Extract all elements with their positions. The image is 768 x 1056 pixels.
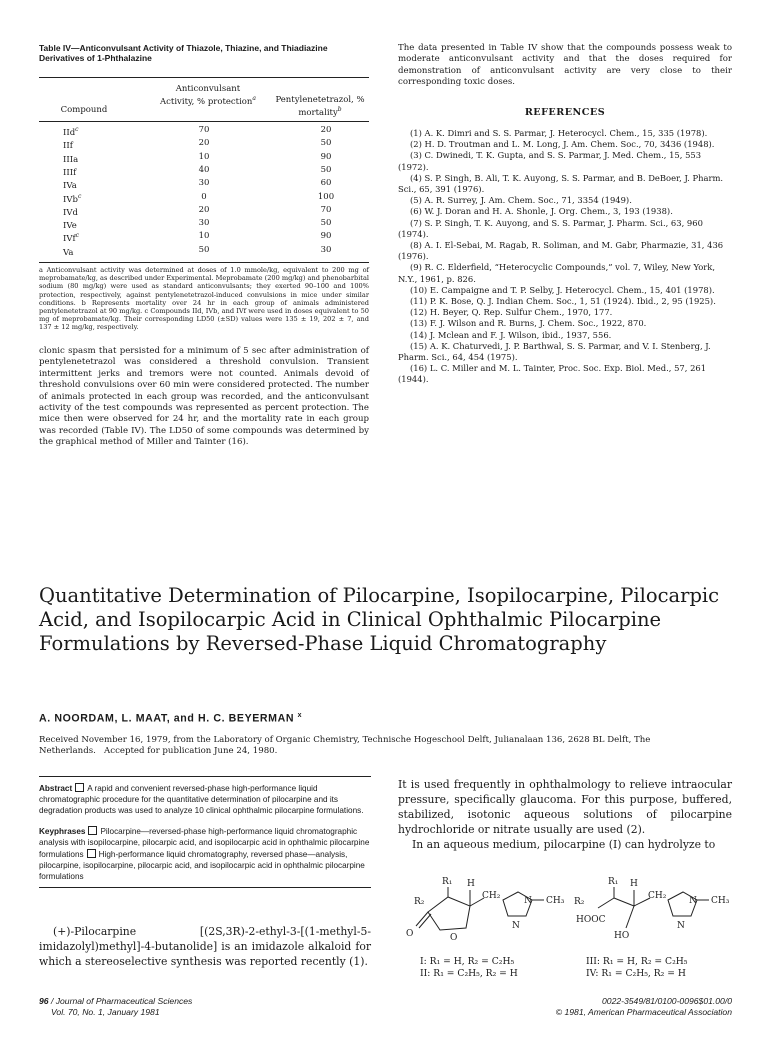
reference-item: (12) H. Beyer, Q. Rep. Sulfur Chem., 1970, 177. bbox=[410, 307, 613, 318]
cell-compound-mark: c bbox=[77, 192, 82, 200]
square-bullet-icon bbox=[88, 826, 97, 835]
acid-bond bbox=[598, 898, 614, 908]
cell-mortality: 20 bbox=[320, 125, 332, 135]
reference-item: (10) E. Campaigne and T. P. Selby, J. Heterocycl. Chem., 15, 401 (1978). bbox=[410, 284, 715, 295]
cell-compound: Va bbox=[63, 247, 74, 258]
cell-activity: 30 bbox=[198, 218, 210, 229]
chain-bond bbox=[626, 906, 634, 928]
label-n-left: N bbox=[524, 896, 532, 906]
label-n-left-bottom: N bbox=[512, 921, 520, 931]
cell-activity: 20 bbox=[198, 138, 210, 149]
abstract-box bbox=[39, 776, 371, 888]
article-title: Quantitative Determination of Pilocarpine, Isopilocarpine, Pilocarpic Acid, and Isopilocarpic Acid in Clinical Ophthalmic Pilocarpine Formulations by Reversed-Phase Liquid Chromatography bbox=[39, 584, 720, 655]
cell-compound: IIIa bbox=[63, 154, 79, 165]
table-header-activity: Anticonvulsant Activity, % protection$^a$ bbox=[160, 84, 256, 107]
reference-item: (9) R. C. Elderfield, “Heterocyclic Compounds,” vol. 7, Wiley, New York, N.Y., 1961, p. 826. bbox=[398, 262, 716, 284]
cell-compound-wrap bbox=[63, 138, 103, 151]
reference-item: (4) S. P. Singh, B. Ali, T. K. Auyong, S. S. Parmar, and B. DeBoer, J. Pharm. Sci., 65, 391 (1976). bbox=[398, 172, 724, 195]
table-title: Table IV—Anticonvulsant Activity of Thiazole, Thiazine, and Thiadiazine Derivatives of 1-Phthalazine bbox=[39, 43, 328, 63]
cell-compound-mark: c bbox=[75, 126, 79, 133]
cell-compound-wrap bbox=[63, 192, 103, 205]
page-number: 96 bbox=[39, 996, 49, 1006]
lactone-ring bbox=[428, 897, 470, 930]
reference-item: (14) J. Mclean and F. J. Wilson, ibid., 1937, 556. bbox=[410, 329, 612, 340]
cell-compound-wrap bbox=[63, 231, 103, 244]
cell-activity: 0 bbox=[201, 191, 207, 202]
square-bullet-icon bbox=[75, 783, 84, 792]
discussion-text: The data presented in Table IV show that the compounds possess weak to moderate anticonvulsant activity and that the doses required for demonstration of anticonvulsant activity are very close to their corresponding toxic doses. bbox=[398, 43, 732, 88]
cell-mortality: 70 bbox=[320, 204, 332, 215]
reference-item: (15) A. K. Chaturvedi, J. P. Barthwal, S. S. Parmar, and V. I. Stenberg, J. Pharm. Sci., 64, 454 (1975). bbox=[398, 340, 711, 363]
cell-compound: IVb bbox=[63, 194, 78, 205]
journal-volume: Vol. 70, No. 1, January 1981 bbox=[51, 1007, 160, 1017]
chain-bond bbox=[614, 898, 634, 906]
table-footnote: a Anticonvulsant activity was determined at doses of 1.0 mmole/kg, equivalent to 200 mg of meprobamate/kg, as described under Experimental. Meprobamate (200 mg/kg) and phenobarbital sodium (80 mg/kg) were used as standard anticonvulsants; they exerted 90–100 and 100% protection, respectively, against pentylenetetrazol-induced convulsions in mice under similar conditions. b Represents mortality over 24 hr in each group of animals administered pentylenetetrazol at 90 mg/kg. c Compounds IId, IVb, and IVf were used in doses equivalent to 50 mg of meprobamate/kg. Their corresponding LD50 (±SD) values were 135 ± 19, 202 ± 7, and 137 ± 12 mg/kg, respectively. bbox=[39, 266, 369, 332]
reference-item: (7) S. P. Singh, T. K. Auyong, and S. S. Parmar, J. Pharm. Sci., 63, 960 (1974). bbox=[398, 217, 703, 239]
label-ho: HO bbox=[614, 931, 630, 941]
label-n-right-bottom: N bbox=[677, 921, 685, 931]
cell-compound: IVe bbox=[63, 220, 77, 231]
structure-caption-4: IV: R₁ = C₂H₅, R₂ = H bbox=[586, 968, 686, 979]
cell-activity: 70 bbox=[198, 125, 210, 135]
label-h-left: H bbox=[467, 879, 475, 889]
table-row bbox=[39, 204, 369, 218]
keyphrases-paragraph: Keyphrases Pilocarpine—reversed-phase high-performance liquid chromatographic analysis with isopilocarpine, pilocarpic acid, and isopilocarpic acid in ophthalmic pilocarpine formulations High-performance liquid chromatography, reversed phase—analysis, pilocarpine, isopilocarpine, pilocarpic acid, and isopilocarpic acid in ophthalmic pilocarpine formulations bbox=[39, 827, 370, 881]
table-bottom-rule bbox=[39, 262, 369, 263]
cell-mortality: 100 bbox=[317, 191, 335, 202]
cell-compound-wrap bbox=[63, 165, 103, 178]
label-r2-left: R₂ bbox=[414, 897, 425, 907]
footer-right bbox=[520, 996, 732, 1018]
table-row bbox=[39, 125, 369, 138]
table-row bbox=[39, 151, 369, 165]
structure-caption-1: I: R₁ = H, R₂ = C₂H₅ bbox=[420, 956, 515, 967]
intro-right-text: It is used frequently in ophthalmology to relieve intraocular pressure, specifically glaucoma. For this purpose, buffered, stabilized, isotonic aqueous solutions of pilocarpine hydrochloride or nitrate usually are used (2). In an aqueous medium, pilocarpine (I) can hydrolyze to bbox=[398, 778, 732, 851]
article-code: 0022-3549/81/0100-0096$01.00/0 bbox=[602, 996, 732, 1006]
table-top-rule bbox=[39, 77, 369, 78]
label-ch2-left: CH₂ bbox=[482, 891, 501, 901]
table-row bbox=[39, 164, 369, 178]
cell-compound: IIIf bbox=[63, 167, 77, 178]
cell-activity: 10 bbox=[198, 231, 210, 242]
cell-activity: 30 bbox=[198, 178, 210, 189]
cell-compound-wrap bbox=[63, 125, 103, 138]
left-column-text: clonic spasm that persisted for a minimum of 5 sec after administration of pentylenetetrazol was considered a threshold convulsion. Transient intermittent jerks and tremors were not counted. Animals devoid of threshold convulsions over 60 min were considered protected. The number of animals protected in each group was recorded, and the anticonvulsant activity of the test compounds was represented as percent protection. The mice then were observed for 24 hr, and the mortality rate in each group was recorded (Table IV). The LD50 of some compounds was determined by the graphical method of Miller and Tainter (16). bbox=[39, 346, 369, 448]
cell-activity: 40 bbox=[198, 164, 210, 175]
reference-item: (2) H. D. Troutman and L. M. Long, J. Am. Chem. Soc., 70, 3436 (1948). bbox=[410, 139, 715, 150]
label-r2-right: R₂ bbox=[574, 897, 585, 907]
cell-mortality: 90 bbox=[320, 151, 332, 162]
table-header-rule bbox=[39, 121, 369, 122]
table-row bbox=[39, 138, 369, 152]
label-r1-left: R₁ bbox=[442, 877, 453, 887]
cell-compound-wrap bbox=[63, 218, 103, 231]
article-authors: A. NOORDAM, L. MAAT, and H. C. BEYERMAN $^x$ bbox=[39, 712, 303, 725]
reference-item: (1) A. K. Dimri and S. S. Parmar, J. Heterocycl. Chem., 15, 335 (1978). bbox=[410, 128, 708, 138]
cell-compound: IVa bbox=[63, 181, 77, 192]
cell-compound: IId bbox=[63, 127, 76, 138]
label-o-ring: O bbox=[450, 933, 458, 943]
table-header-compound: Compound bbox=[60, 105, 108, 115]
table-row bbox=[39, 178, 369, 192]
cell-mortality: 90 bbox=[320, 231, 332, 242]
cell-compound: IVf bbox=[63, 234, 76, 245]
intro-left-text: (+)-Pilocarpine [(2S,3R)-2-ethyl-3-[(1-methyl-5-imidazolyl)methyl]-4-butanolide] is an imidazole alkaloid for which a stereoselective synthesis was reported recently (1). bbox=[39, 925, 371, 968]
structure-caption-3: III: R₁ = H, R₂ = C₂H₅ bbox=[586, 956, 688, 967]
structure-caption-2: II: R₁ = C₂H₅, R₂ = H bbox=[420, 968, 518, 979]
table-row bbox=[39, 231, 369, 245]
table-row bbox=[39, 244, 369, 258]
label-r1-right: R₁ bbox=[608, 877, 619, 887]
cell-compound-wrap bbox=[63, 178, 103, 191]
reference-item: (16) L. C. Miller and M. L. Tainter, Proc. Soc. Exp. Biol. Med., 57, 261 (1944). bbox=[398, 363, 707, 385]
table-row bbox=[39, 191, 369, 205]
label-n-right: N bbox=[689, 896, 697, 906]
reference-item: (3) C. Dwinedi, T. K. Gupta, and S. S. Parmar, J. Med. Chem., 15, 553 (1972). bbox=[398, 150, 702, 172]
received-note: Received November 16, 1979, from the Laboratory of Organic Chemistry, Technische Hogeschool Delft, Julianalaan 136, 2628 BL Delft, The Netherlands. Accepted for publication June 24, 1980. bbox=[39, 735, 651, 757]
journal-name: Journal of Pharmaceutical Sciences bbox=[55, 996, 193, 1006]
chemical-structures bbox=[398, 872, 732, 982]
copyright-notice: © 1981, American Pharmaceutical Association bbox=[555, 1007, 732, 1017]
label-ch3-right: CH₃ bbox=[711, 896, 730, 906]
table-row bbox=[39, 218, 369, 231]
cell-mortality: 50 bbox=[320, 138, 332, 149]
cell-activity: 50 bbox=[198, 244, 210, 255]
label-ch3-left: CH₃ bbox=[546, 896, 565, 906]
label-ch2-right: CH₂ bbox=[648, 891, 667, 901]
cell-mortality: 30 bbox=[320, 244, 332, 255]
footer-left: 96 / Journal of Pharmaceutical Sciences Vol. 70, No. 1, January 1981 bbox=[39, 996, 193, 1017]
label-o-carbonyl: O bbox=[406, 929, 414, 939]
table-header-mortality: Pentylenetetrazol, % mortality$^b$ bbox=[275, 95, 365, 118]
cell-compound-wrap bbox=[63, 152, 103, 165]
cell-compound-mark: c bbox=[75, 232, 80, 240]
references-heading: REFERENCES bbox=[524, 107, 606, 118]
reference-item: (13) F. J. Wilson and R. Burns, J. Chem. Soc., 1922, 870. bbox=[410, 318, 647, 329]
cell-compound: IVd bbox=[63, 207, 78, 218]
label-h-right: H bbox=[630, 879, 638, 889]
reference-item: (6) W. J. Doran and H. A. Shonle, J. Org. Chem., 3, 193 (1938). bbox=[410, 206, 673, 217]
square-bullet-icon bbox=[87, 849, 96, 858]
abstract-paragraph: Abstract A rapid and convenient reversed-phase high-performance liquid chromatographic procedure for the quantitative determination of pilocarpine and its degradation products was used to analyze 10 clinical ophthalmic pilocarpine formulations. bbox=[39, 784, 364, 815]
cell-mortality: 50 bbox=[320, 164, 332, 175]
reference-item: (11) P. K. Bose, Q. J. Indian Chem. Soc., 1, 51 (1924). Ibid., 2, 95 (1925). bbox=[410, 296, 716, 307]
references-list bbox=[398, 128, 732, 386]
label-hooc: HOOC bbox=[576, 915, 606, 925]
cell-activity: 20 bbox=[198, 204, 210, 215]
cell-compound-wrap bbox=[63, 245, 103, 258]
reference-item: (5) A. R. Surrey, J. Am. Chem. Soc., 71, 3354 (1949). bbox=[410, 195, 632, 206]
cell-activity: 10 bbox=[198, 151, 210, 162]
cell-compound-wrap bbox=[63, 205, 103, 218]
cell-mortality: 50 bbox=[320, 218, 332, 229]
cell-mortality: 60 bbox=[320, 178, 332, 189]
reference-item: (8) A. I. El-Sebai, M. Ragab, R. Soliman, and M. Gabr, Pharmazie, 31, 436 (1976). bbox=[398, 240, 724, 262]
cell-compound: IIf bbox=[63, 141, 73, 152]
